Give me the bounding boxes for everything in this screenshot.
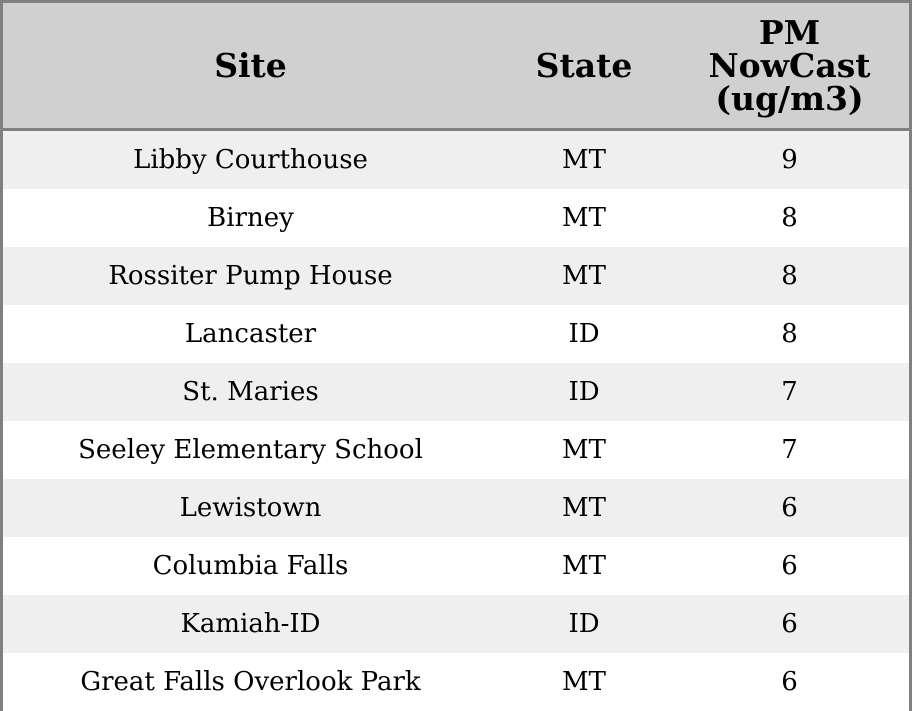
table-row bbox=[3, 421, 909, 479]
site-cell: Seeley Elementary School bbox=[3, 421, 498, 479]
state-cell: MT bbox=[498, 189, 670, 247]
pm-value-cell: 8 bbox=[670, 247, 909, 305]
table-row bbox=[3, 653, 909, 711]
site-cell: Lancaster bbox=[3, 305, 498, 363]
pm-value-cell: 6 bbox=[670, 479, 909, 537]
site-cell: Birney bbox=[3, 189, 498, 247]
pm-value-cell: 6 bbox=[670, 537, 909, 595]
pm-value-cell: 8 bbox=[670, 305, 909, 363]
pm-value-cell: 7 bbox=[670, 363, 909, 421]
table-row bbox=[3, 130, 909, 190]
site-cell: Libby Courthouse bbox=[3, 130, 498, 190]
table-row bbox=[3, 479, 909, 537]
pm-value-cell: 6 bbox=[670, 653, 909, 711]
pm-nowcast-table bbox=[3, 3, 909, 711]
table-row bbox=[3, 247, 909, 305]
table-row bbox=[3, 305, 909, 363]
state-cell: MT bbox=[498, 537, 670, 595]
pm-value-cell: 7 bbox=[670, 421, 909, 479]
table-row bbox=[3, 537, 909, 595]
site-cell: Columbia Falls bbox=[3, 537, 498, 595]
table-row bbox=[3, 363, 909, 421]
state-cell: MT bbox=[498, 421, 670, 479]
pm-value-cell: 8 bbox=[670, 189, 909, 247]
state-cell: MT bbox=[498, 653, 670, 711]
column-header-pm-nowcast bbox=[670, 3, 909, 130]
pm-value-cell: 6 bbox=[670, 595, 909, 653]
table-row bbox=[3, 595, 909, 653]
site-cell: Rossiter Pump House bbox=[3, 247, 498, 305]
column-header-pm-line-2: NowCast bbox=[708, 46, 871, 85]
state-cell: ID bbox=[498, 363, 670, 421]
state-cell: MT bbox=[498, 479, 670, 537]
column-header-pm-line-3: (ug/m3) bbox=[715, 79, 864, 118]
column-header-site: Site bbox=[3, 3, 498, 130]
site-cell: Kamiah-ID bbox=[3, 595, 498, 653]
table-row bbox=[3, 189, 909, 247]
pm-value-cell: 9 bbox=[670, 130, 909, 190]
site-cell: St. Maries bbox=[3, 363, 498, 421]
column-header-pm-line-1: PM bbox=[758, 13, 821, 52]
state-cell: ID bbox=[498, 305, 670, 363]
state-cell: ID bbox=[498, 595, 670, 653]
column-header-state: State bbox=[498, 3, 670, 130]
state-cell: MT bbox=[498, 130, 670, 190]
header-row bbox=[3, 3, 909, 130]
table-header bbox=[3, 3, 909, 130]
site-cell: Lewistown bbox=[3, 479, 498, 537]
table-body bbox=[3, 130, 909, 711]
site-cell: Great Falls Overlook Park bbox=[3, 653, 498, 711]
state-cell: MT bbox=[498, 247, 670, 305]
